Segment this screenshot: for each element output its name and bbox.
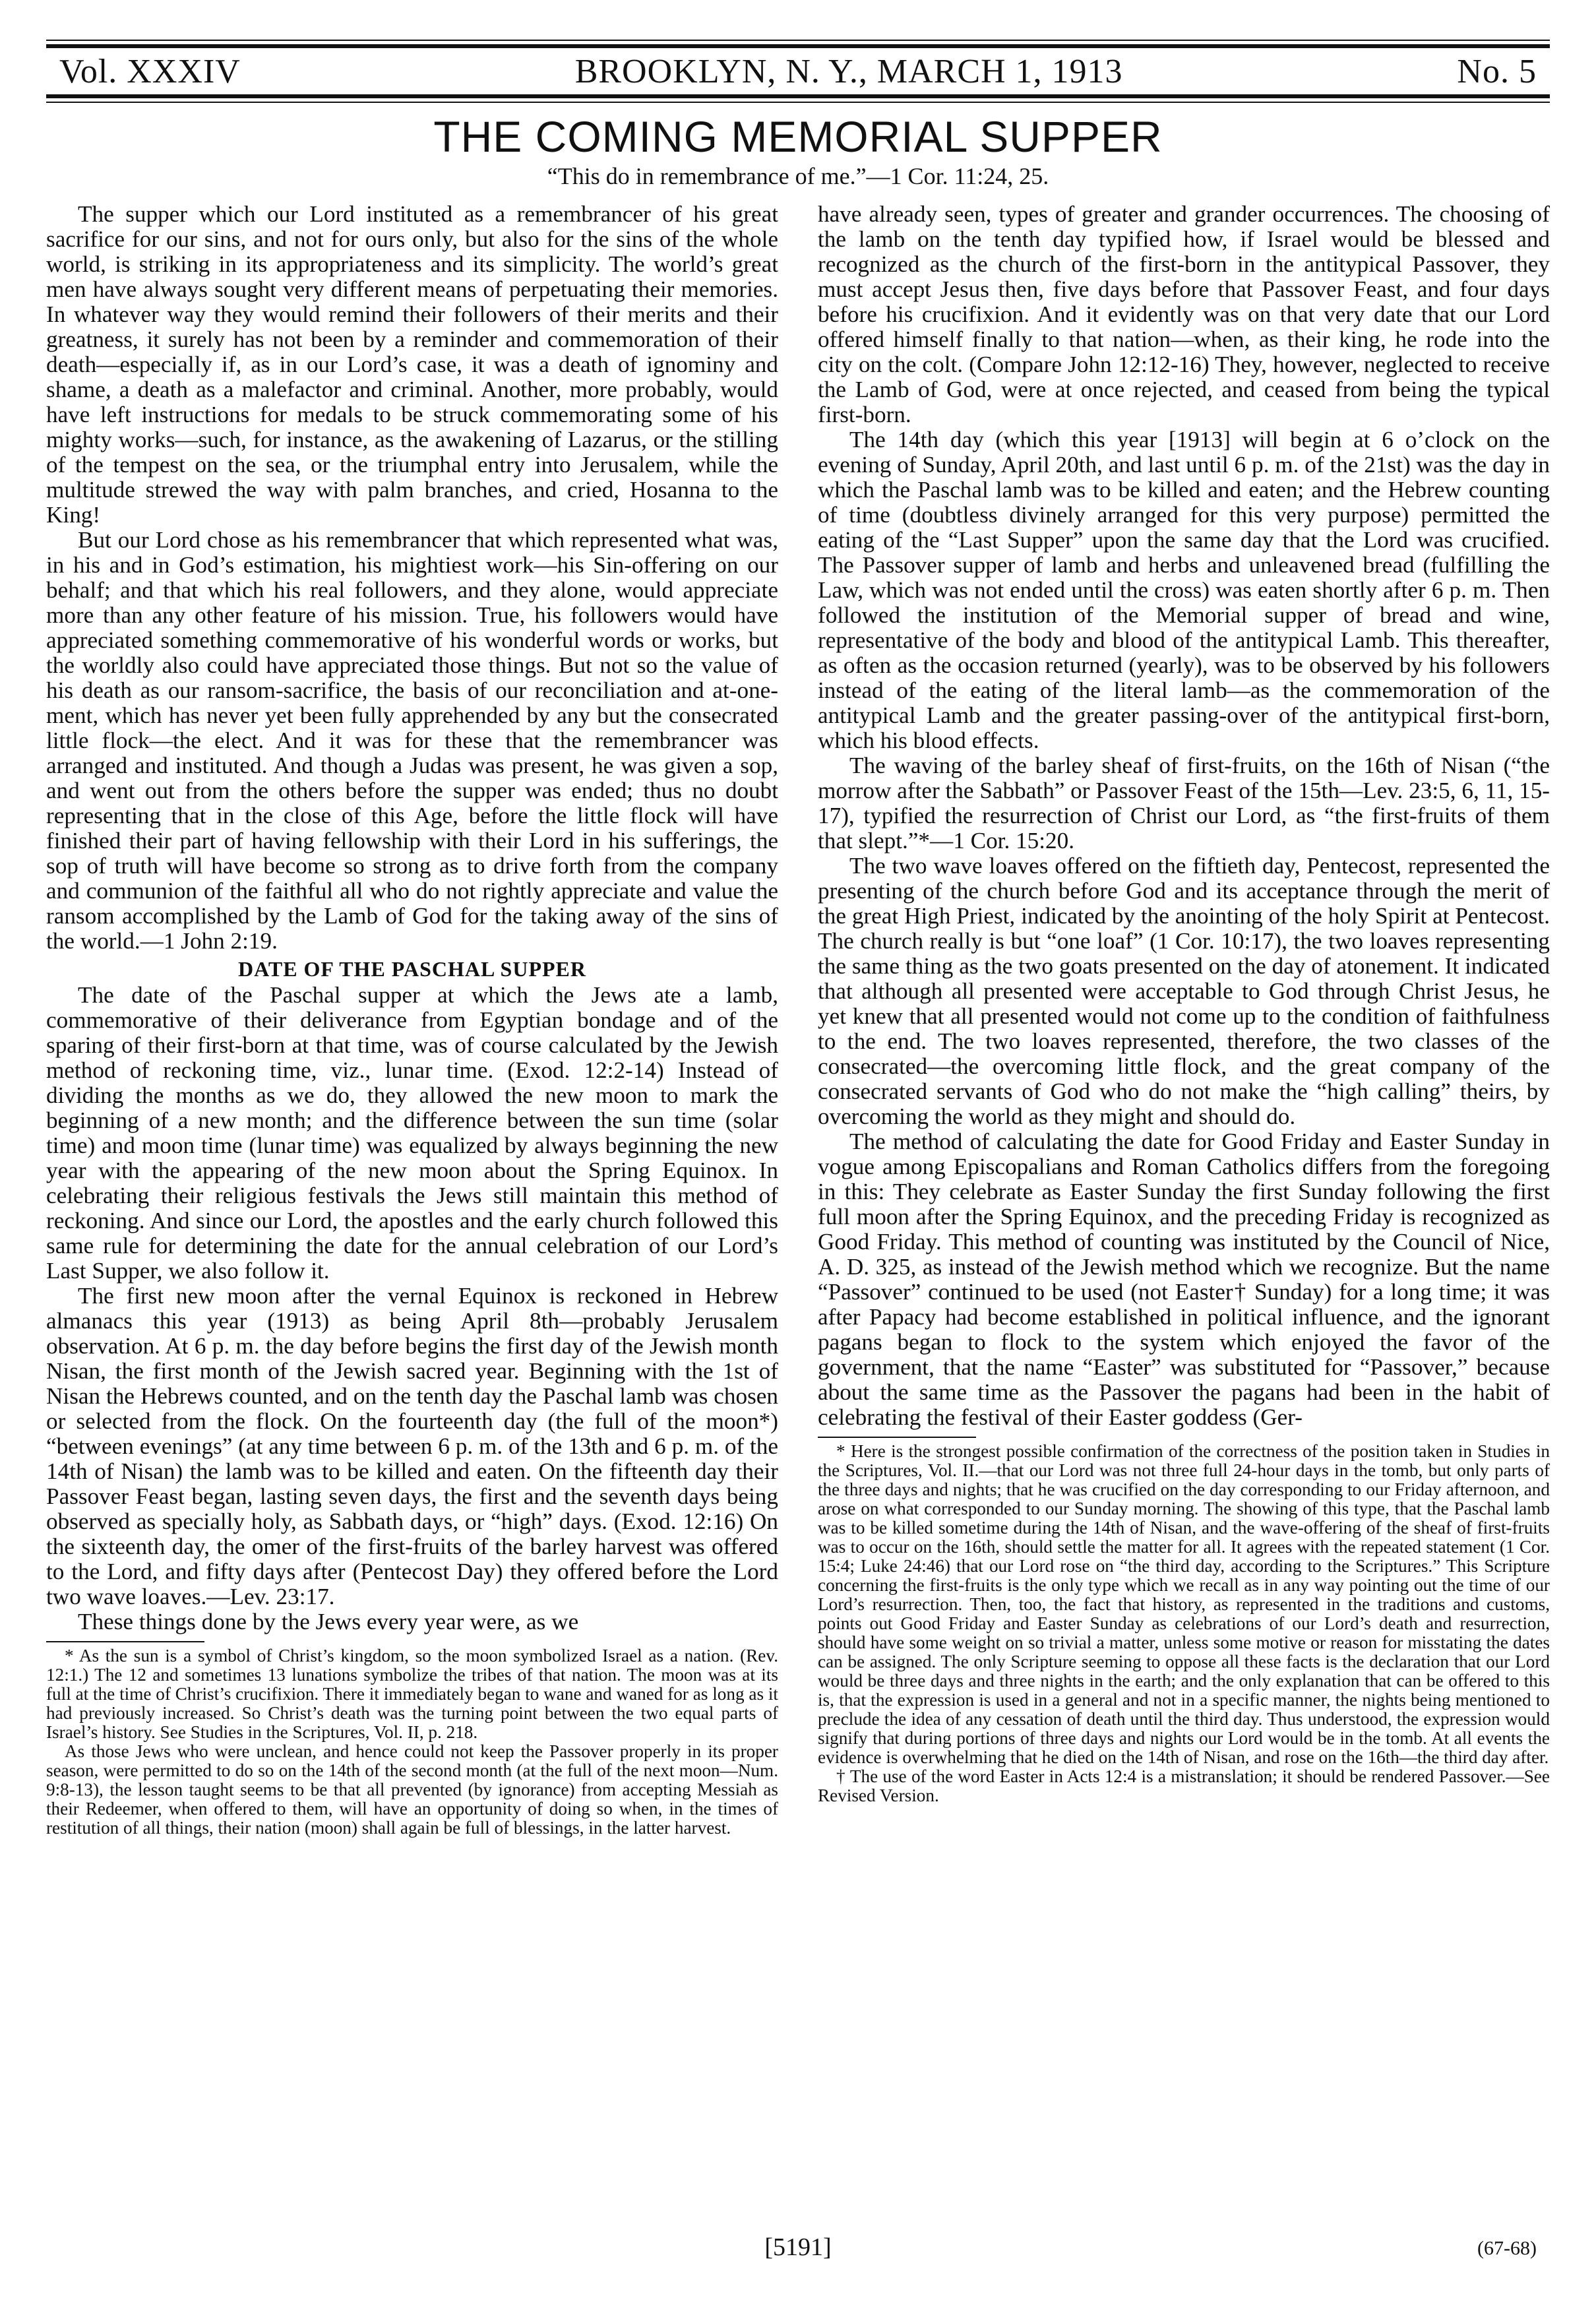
footnotes <box>46 1646 778 1838</box>
issue-number: No. 5 <box>1457 52 1537 90</box>
paragraph: The 14th day (which this year [1913] will begin at 6 o’clock on the evening of Sunday, April 20th, and last until 6 p. m. of the 21st) was the day in which the Paschal lamb was to be killed and eaten; and the Hebrew counting of time (doubtless divinely arranged for this very purpose) permitted the eating of the “Last Supper” upon the same day that the Lord was crucified. The Passover supper of lamb and herbs and unleavened bread (fulfilling the Law, which was not ended until the cross) was eaten shortly after 6 p. m. Then followed the institution of the Memorial supper of bread and wine, representative of the body and blood of the antitypical Lamb. This thereafter, as often as the occasion returned (yearly), was to be observed by his followers instead of the eating of the literal lamb—as the commemoration of the antitypical Lamb and the greater passing-over of the antitypical first-born, which his blood effects. <box>818 427 1550 753</box>
paragraph: The waving of the barley sheaf of first-fruits, on the 16th of Nisan (“the morrow after the Sabbath” or Passover Feast of the 15th—Lev. 23:5, 6, 11, 15-17), typified the resurrection of Christ our Lord, as “the first-fruits of them that slept.”*—1 Cor. 15:20. <box>818 753 1550 854</box>
footnote: † The use of the word Easter in Acts 12:4 is a mistranslation; it should be rendered Passover.—See Revised Version. <box>818 1766 1550 1805</box>
newspaper-page <box>46 40 1550 2276</box>
paragraph: The supper which our Lord instituted as a remembrancer of his great sacrifice for our sins, and not for ours only, but also for the sins of the whole world, is striking in its appropriateness and its simplicity. The world’s great men have always sought very different means of perpetuating their memories. In whatever way they would remind their followers of their merits and their greatness, it surely has not been by a reminder and commemoration of their death—especially if, as in our Lord’s case, it was a death of ignominy and shame, a death as a malefactor and criminal. Another, more probably, would have left instructions for medals to be struck commemorating some of his mighty works—such, for instance, as the awakening of Lazarus, or the stilling of the tempest on the sea, or the triumphal entry into Jerusalem, while the multitude strewed the way with palm branches, and cried, Hosanna to the King! <box>46 201 778 528</box>
article-body <box>46 202 1550 1838</box>
footnote-separator <box>818 1437 976 1438</box>
paragraph: The first new moon after the vernal Equinox is reckoned in Hebrew almanacs this year (1913) as being April 8th—probably Jerusalem observation. At 6 p. m. the day before begins the first day of the Jewish month Nisan, the first month of the Jewish sacred year. Beginning with the 1st of Nisan the Hebrews counted, and on the tenth day the Paschal lamb was chosen or selected from the flock. On the fourteenth day (the full of the moon*) “between evenings” (at any time between 6 p. m. of the 13th and 6 p. m. of the 14th of Nisan) the lamb was to be killed and eaten. On the fifteenth day their Passover Feast began, lasting seven days, the first and the seventh days being observed as specially holy, as Sabbath days, or “high” days. (Exod. 12:16) On the sixteenth day, the omer of the first-fruits of the barley harvest was offered to the Lord, and fifty days after (Pentecost Day) they offered before the Lord two wave loaves.—Lev. 23:17. <box>46 1283 778 1609</box>
footnotes <box>818 1442 1550 1805</box>
article-subtitle: “This do in remembrance of me.”—1 Cor. 11:24, 25. <box>547 163 1049 189</box>
footnote: * As the sun is a symbol of Christ’s kingdom, so the moon symbolized Israel as a nation. (Rev. 12:1.) The 12 and sometimes 13 lunations symbolize the tribes of that nation. The moon was at its full at the time of Christ’s crucifixion. There it immediately began to wane and waned for as long as it had previously increased. So Christ’s death was the turning point between the two equal parts of Israel’s history. See Studies in the Scriptures, Vol. II, p. 218. <box>46 1646 778 1742</box>
paragraph: The two wave loaves offered on the fiftieth day, Pentecost, represented the presenting of the church before God and its acceptance through the merit of the great High Priest, indicated by the anointing of the holy Spirit at Pentecost. The church really is but “one loaf” (1 Cor. 10:17), the two loaves representing the same thing as the two goats presented on the day of atonement. It indicated that although all presented were acceptable to God through Christ Jesus, he yet knew that all presented would not come up to the condition of faithfulness to the end. The two loaves represented, therefore, the two classes of the consecrated—the overcoming little flock, and the great company of the consecrated servants of God who do not make the “high calling” theirs, by overcoming the world as they might and should do. <box>818 853 1550 1129</box>
article-title: THE COMING MEMORIAL SUPPER <box>433 112 1163 161</box>
paragraph: The date of the Paschal supper at which the Jews ate a lamb, commemorative of their deliverance from Egyptian bondage and of the sparing of their first-born at that time, was of course calculated by the Jewish method of reckoning time, viz., lunar time. (Exod. 12:2-14) Instead of dividing the months as we do, they allowed the new moon to mark the beginning of a new month; and the difference between the sun time (solar time) and moon time (lunar time) was equalized by always beginning the new year with the appearing of the new moon about the Spring Equinox. In celebrating their religious festivals the Jews still maintain this method of reckoning. And since our Lord, the apostles and the early church followed this same rule for determining the date for the annual celebration of our Lord’s Last Supper, we also follow it. <box>46 982 778 1284</box>
footnote: * Here is the strongest possible confirmation of the correctness of the position taken in Studies in the Scriptures, Vol. II.—that our Lord was not three full 24-hour days in the tomb, but only parts of the three days and nights; that he was crucified on the day corresponding to our Friday afternoon, and arose on what corresponded to our Sunday morning. The showing of this type, that the Paschal lamb was to be killed sometime during the 14th of Nisan, and the wave-offering of the sheaf of first-fruits was to occur on the 16th, should settle the matter for all. It agrees with the repeated statement (1 Cor. 15:4; Luke 24:46) that our Lord rose on “the third day, according to the Scriptures.” This Scripture concerning the first-fruits is the only type which we recall as in any way pointing out the time of our Lord’s resurrection. Then, too, the fact that history, as represented in the traditions and customs, points out Good Friday and Easter Sunday as celebrations of our Lord’s death and resurrection, should have some weight on so trivial a matter, unless some motive or reason for misstating the dates can be assigned. The only Scripture seeming to oppose all these facts is the declaration that our Lord would be three days and three nights in the earth; and the only explanation that can be offered to this is, that the expression is used in a general and not in a specific manner, the nights being mentioned to preclude the idea of any cessation of death until the third day. Thus understood, the expression would signify that during portions of three days and nights our Lord would be in the tomb. At all events the evidence is overwhelming that he died on the 14th of Nisan, and rose on the 16th—the third day after. <box>818 1441 1550 1767</box>
paragraph: The method of calculating the date for Good Friday and Easter Sunday in vogue among Episcopalians and Roman Catholics differs from the foregoing in this: They celebrate as Easter Sunday the first Sunday following the first full moon after the Spring Equinox, and the preceding Friday is recognized as Good Friday. This method of counting was instituted by the Council of Nice, A. D. 325, as instead of the Jewish method which we recognize. But the name “Passover” continued to be used (not Easter† Sunday) for a long time; it was after Papacy had become established in political influence, and the ignorant pagans began to flock to the system which enjoyed the favor of the government, that the name “Easter” was substituted for “Passover,” because about the same time as the Passover the pagans had been in the habit of celebrating the festival of their Easter goddess (Ger- <box>818 1129 1550 1430</box>
footnote: As those Jews who were unclean, and hence could not keep the Passover properly in its proper season, were permitted to do so on the 14th of the second month (at the full of the next moon—Num. 9:8-13), the lesson taught seems to be that all prevented (by ignorance) from accepting Messiah as their Redeemer, when offered to them, will have an opportunity of doing so when, in the times of restitution of all things, their nation (moon) shall again be full of blessings, in the latter harvest. <box>46 1741 778 1838</box>
paragraph: But our Lord chose as his remembrancer that which represented what was, in his and in God’s estimation, his mightiest work—his Sin-offering on our behalf; and that which his real followers, and they alone, would appreciate more than any other feature of his mission. True, his followers would have appreciated something commemorative of his wonderful words or works, but the worldly also could have appreciated those things. But not so the value of his death as our ransom-sacrifice, the basis of our reconciliation and at-one-ment, which has never yet been fully apprehended by any but the consecrated little flock—the elect. And it was for these that the remembrancer was arranged and instituted. And though a Judas was present, he was given a sop, and went out from the others before the supper was ended; thus no doubt representing that in the close of this Age, before the little flock will have finished their part of having fellowship with their Lord in his sufferings, the sop of truth will have become so strong as to drive forth from the company and communion of the faithful all who do not rightly appreciate and value the ransom accomplished by the Lamb of God for the taking away of the sins of the world.—1 John 2:19. <box>46 527 778 954</box>
masthead-rule-thin <box>46 102 1550 103</box>
paragraph: have already seen, types of greater and grander occurrences. The choosing of the lamb on the tenth day typified how, if Israel would be blessed and recognized as the church of the first-born in the antitypical Passover, they must accept Jesus then, five days before that Passover Feast, and four days before his crucifixion. And it evidently was on that very date that our Lord offered himself finally to that nation—when, as their king, he rode into the city on the colt. (Compare John 12:12-16) They, however, neglected to receive the Lamb of God, were at once rejected, and ceased from being the typical first-born. <box>818 201 1550 427</box>
page-number: [5191] <box>764 2233 832 2261</box>
place-date: BROOKLYN, N. Y., MARCH 1, 1913 <box>574 52 1123 90</box>
paragraph: These things done by the Jews every year were, as we <box>78 1609 579 1634</box>
page-reference: (67-68) <box>1477 2237 1537 2259</box>
volume-label: Vol. XXXIV <box>59 52 241 90</box>
footnote-separator <box>46 1641 204 1642</box>
section-heading: DATE OF THE PASCHAL SUPPER <box>238 957 586 981</box>
right-column <box>818 202 1550 1838</box>
masthead <box>46 48 1550 94</box>
left-column <box>46 202 778 1838</box>
